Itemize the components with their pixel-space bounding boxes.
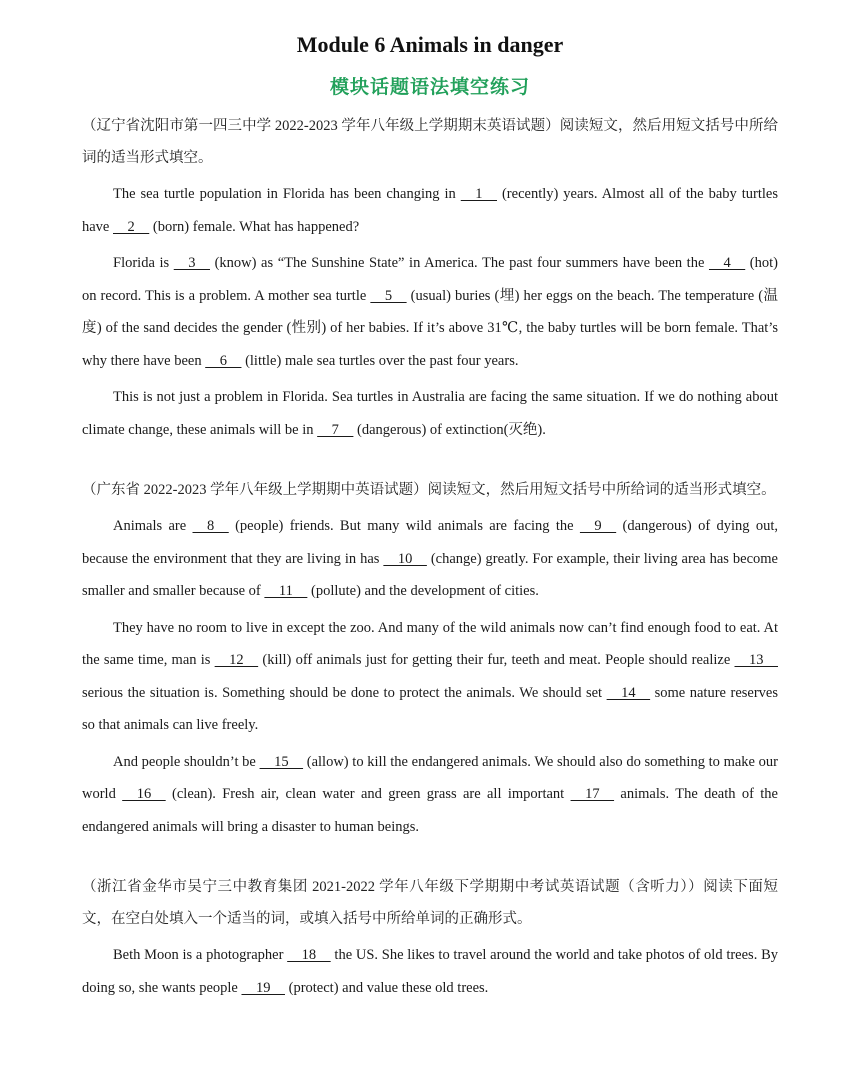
- passage-text: This is not just a problem in Florida. Sea turtles in Australia are facing the same situation. If we do nothing about climate change, these animals will be in: [82, 389, 778, 438]
- passage-text: (born) female. What has happened?: [149, 218, 360, 235]
- passage-text: They have no room to live in except the zoo. And many of the wild animals now can’t find enough food to eat. At the same time, man is: [82, 619, 778, 668]
- passage-text: the US. She likes to travel around the world and take photos of old trees. By doing so, she wants people: [82, 947, 778, 996]
- blank-18: 18: [287, 947, 331, 963]
- passage-text: (pollute) and the development of cities.: [307, 583, 539, 599]
- passage-paragraph: [82, 746, 778, 844]
- blank-9: 9: [579, 518, 617, 534]
- passage-text: Beth Moon is a photographer: [113, 947, 288, 963]
- blank-16: 16: [122, 786, 166, 802]
- passage-text: (dangerous) of extinction(灭绝).: [353, 421, 546, 438]
- document-body: [82, 110, 778, 1004]
- page-title: Module 6 Animals in danger: [296, 32, 564, 57]
- blank-8: 8: [192, 518, 229, 534]
- blank-14: 14: [606, 684, 651, 701]
- passage-text: The sea turtle population in Florida has been changing in: [113, 186, 461, 202]
- passage-paragraph: [82, 939, 778, 1004]
- passage-text: (protect) and value these old trees.: [284, 979, 489, 996]
- passage-paragraph: [82, 612, 778, 742]
- source-note: （辽宁省沈阳市第一四三中学 2022-2023 学年八年级上学期期末英语试题）阅读短文，然后用短文括号中所给词的适当形式填空。: [82, 118, 778, 166]
- passage-paragraph: [82, 178, 778, 243]
- passage-paragraph: [82, 381, 778, 446]
- blank-4: 4: [708, 255, 746, 271]
- blank-13: 13: [734, 652, 778, 668]
- passage-text: serious the situation is. Something should be done to protect the animals. We should set: [82, 684, 607, 701]
- blank-6: 6: [205, 352, 242, 369]
- passage-text: animals. The death of the endangered animals will bring a disaster to human beings.: [82, 786, 778, 835]
- passage-text: (recently) years. Almost all of the baby turtles have: [82, 186, 778, 235]
- source-note: （广东省 2022-2023 学年八年级上学期期中英语试题）阅读短文，然后用短文括号中所给词的适当形式填空。: [82, 482, 776, 498]
- source-note: （浙江省金华市吴宁三中教育集团 2021-2022 学年八年级下学期期中考试英语试题（含听力））阅读下面短文，在空白处填入一个适当的词，或填入括号中所给单词的正确形式。: [82, 879, 778, 927]
- passage-text: (allow) to kill the endangered animals. We should also do something to make our world: [82, 753, 778, 802]
- blank-1: 1: [460, 186, 497, 202]
- passage-text: (change) greatly. For example, their living area has become smaller and smaller because of: [82, 550, 778, 599]
- blank-19: 19: [241, 979, 285, 996]
- passage-paragraph: [82, 247, 778, 377]
- passage-text: (usual) buries (埋) her eggs on the beach. The temperature (温度) of the sand decides the gender (性别) of her babies. If it’s above 31℃, the baby turtles will be born female. That’s why there have been: [82, 287, 778, 369]
- passage-paragraph: [82, 510, 778, 608]
- passage-text: (know) as “The Sunshine State” in America. The past four summers have been the: [209, 255, 709, 271]
- passage-text: some nature reserves so that animals can live freely.: [82, 684, 778, 733]
- blank-7: 7: [317, 421, 354, 438]
- blank-3: 3: [173, 255, 210, 271]
- blank-10: 10: [383, 550, 427, 567]
- blank-2: 2: [113, 218, 150, 235]
- blank-15: 15: [259, 753, 304, 770]
- page-subtitle: 模块话题语法填空练习: [329, 76, 530, 98]
- passage-text: (clean). Fresh air, clean water and green grass are all important: [165, 786, 571, 802]
- blank-12: 12: [214, 652, 259, 668]
- blank-5: 5: [370, 287, 407, 304]
- passage-text: (kill) off animals just for getting their fur, teeth and meat. People should realize: [258, 652, 735, 668]
- passage-text: (hot) on record. This is a problem. A mother sea turtle: [82, 255, 778, 304]
- passage-text: (little) male sea turtles over the past four years.: [241, 352, 519, 369]
- passage-text: Animals are: [113, 518, 193, 534]
- blank-11: 11: [264, 583, 308, 599]
- passage-text: (dangerous) of dying out, because the environment that they are living in has: [82, 518, 778, 567]
- passage-text: (people) friends. But many wild animals are facing the: [228, 518, 580, 534]
- passage-text: And people shouldn’t be: [113, 753, 260, 770]
- blank-17: 17: [570, 786, 615, 802]
- passage-text: Florida is: [113, 255, 174, 271]
